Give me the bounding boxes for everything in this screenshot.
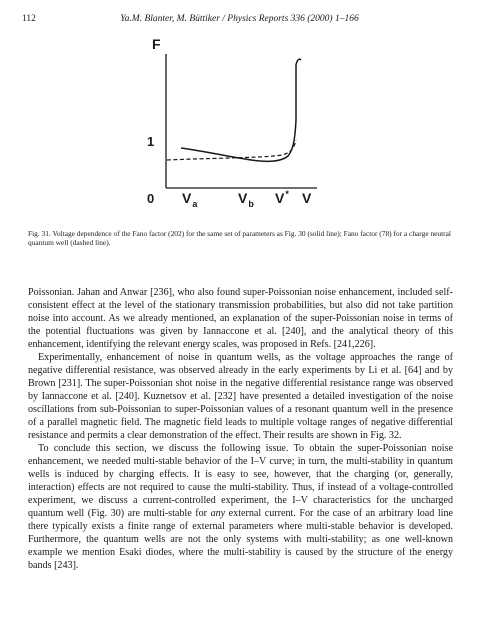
paragraph-3: To conclude this section, we discuss the following issue. To obtain the super-Poissonian noise enhancement, we needed multi-stable behavior of the I–V curve; in turn, the multi-stability in quantum wells is induced by charging effects. It is easy to see, however, that the charging (or, generally, interaction) effects are not required to cause the multi-stability. Thus, if instead of a voltage-controlled experiment, we discuss a current-controlled experiment, the I–V characteristics for the uncharged quantum well (Fig. 30) are multi-stable for any external current. For the case of an arbitrary load line there typically exists a finite range of external parameters where multi-stable behavior is developed. Furthermore, the quantum wells are not the only systems with multi-stability; as one well-known example we mention Esaki diodes, where the multi-stability is caused by the structure of the energy bands [243].: [28, 443, 454, 571]
y-tick-one: 1: [147, 134, 155, 149]
va-label: $V_a$: [182, 190, 198, 209]
running-head: Ya.M. Blanter, M. Büttiker / Physics Reports 336 (2000) 1–166: [120, 14, 359, 24]
y-axis-label: F: [152, 36, 161, 52]
dashed-curve: [167, 140, 296, 160]
paragraph-1: Poissonian. Jahan and Anwar [236], who also found super-Poissonian noise enhancement, included self-consistent effect at the level of the stationary transmission probabilities, but also did not take partition noise into account. As we already mentioned, an explanation of the super-Poissonian noise in terms of the potential fluctuations was given by Iannaccone et al. [240], and the analytical theory of this enhancement, identifying the relevant energy scales, was proposed in Refs. [241,226].: [28, 287, 453, 350]
x-axis-label: V: [302, 190, 312, 206]
body-text: [28, 286, 453, 572]
page-header: [22, 14, 457, 28]
paragraph-2: Experimentally, enhancement of noise in quantum wells, as the voltage approaches the range of negative differential resistance, was observed already in the early experiments by Li et al. [64] and by Brown [231]. The super-Poissonian shot noise in the negative differential resistance range was observed by Iannaccone et al. [240]. Kuznetsov et al. [232] have presented a detailed investigation of the noise oscillations from sub-Poissonian to super-Poissonian values of a resonant quantum well in the presence of a parallel magnetic field. The magnetic field leads to multiple voltage ranges of negative differential resistance and permits a clear demonstration of the effect. Their results are shown in Fig. 32.: [28, 352, 453, 441]
page-number: 112: [22, 14, 36, 24]
vb-label: $V_b$: [238, 190, 254, 209]
figure-caption: Fig. 31. Voltage dependence of the Fano factor (202) for the same set of parameters as Fig. 30 (solid line); Fano factor (78) for a charge neutral quantum well (dashed line).: [28, 229, 451, 248]
origin-label: 0: [147, 191, 155, 206]
vstar-label: V*: [275, 189, 289, 206]
solid-curve: [181, 59, 301, 161]
